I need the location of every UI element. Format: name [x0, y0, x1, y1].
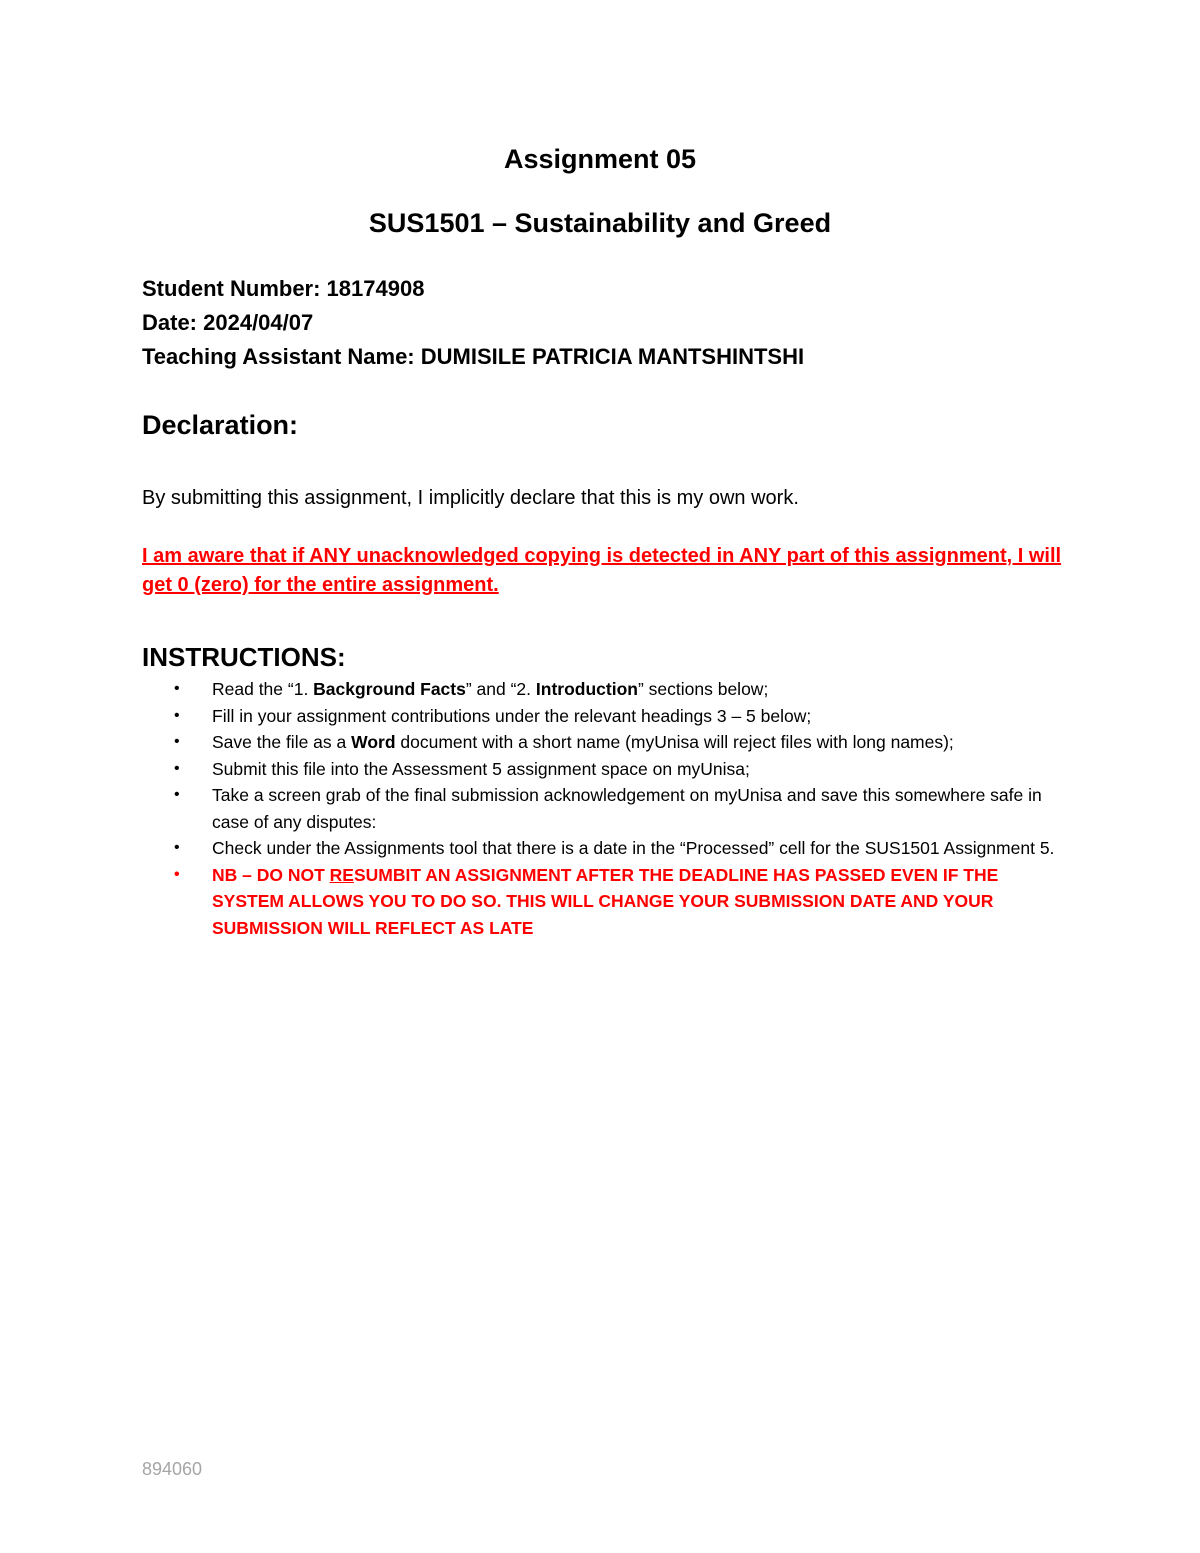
bullet-icon: •: [174, 733, 180, 750]
item-text: NB – DO NOT: [212, 864, 330, 885]
bullet-icon: •: [174, 839, 180, 856]
item-text: ” and “2.: [465, 679, 536, 699]
item-text: SUMBIT AN ASSIGNMENT AFTER THE DEADLINE HAS PASSED EVEN IF THE SYSTEM ALLOWS YOU TO DO SO. THIS WILL CHANGE YOUR SUBMISSION DATE AND YOUR SUBMISSION WILL REFLECT AS LATE: [212, 864, 999, 938]
bullet-icon: •: [174, 759, 180, 777]
course-title: SUS1501 – Sustainability and Greed: [368, 208, 832, 238]
student-number: Student Number: 18174908: [142, 276, 425, 301]
bullet-icon: •: [174, 786, 180, 803]
assignment-title: Assignment 05: [503, 144, 697, 174]
list-item: [142, 835, 1062, 862]
item-emphasis: Word: [351, 732, 396, 752]
teaching-assistant-name: Teaching Assistant Name: DUMISILE PATRICIA MANTSHINTSHI: [142, 344, 805, 369]
bullet-icon: •: [174, 865, 180, 883]
list-item: [142, 676, 1062, 703]
item-text: Save the file as a: [212, 732, 352, 752]
bullet-icon: •: [174, 680, 180, 697]
bullet-icon: •: [174, 706, 180, 724]
item-text: ” sections below;: [637, 679, 769, 699]
page-id-footer: 894060: [142, 1459, 203, 1479]
item-text: Check under the Assignments tool that there is a date in the “Processed” cell for the SUS1501 Assignment 5.: [212, 838, 1055, 858]
list-item: [142, 703, 1062, 730]
list-item-nb-warning: [142, 862, 1062, 942]
declaration-heading: Declaration:: [142, 410, 299, 440]
item-emphasis: Background Facts: [313, 679, 466, 699]
item-underlined: RE: [329, 864, 354, 885]
declaration-text: By submitting this assignment, I implicitly declare that this is my own work.: [142, 487, 799, 509]
instructions-heading: INSTRUCTIONS:: [142, 642, 346, 672]
plagiarism-warning: I am aware that if ANY unacknowledged copying is detected in ANY part of this assignment, I will get 0 (zero) for the entire assignment.: [142, 545, 1062, 596]
item-text: document with a short name (myUnisa will reject files with long names);: [395, 732, 954, 752]
list-item: [142, 729, 1062, 756]
item-text: Take a screen grab of the final submission acknowledgement on myUnisa and save this somewhere safe in case of any disputes:: [212, 785, 1042, 832]
student-info: [142, 272, 804, 374]
item-text: Fill in your assignment contributions under the relevant headings 3 – 5 below;: [212, 705, 812, 726]
item-text: Read the “1.: [212, 679, 314, 699]
instructions-list: [142, 676, 1062, 941]
item-text: Submit this file into the Assessment 5 assignment space on myUnisa;: [212, 758, 750, 779]
list-item: [142, 782, 1062, 835]
list-item: [142, 756, 1062, 783]
item-emphasis: Introduction: [535, 679, 638, 699]
submission-date: Date: 2024/04/07: [142, 310, 314, 335]
